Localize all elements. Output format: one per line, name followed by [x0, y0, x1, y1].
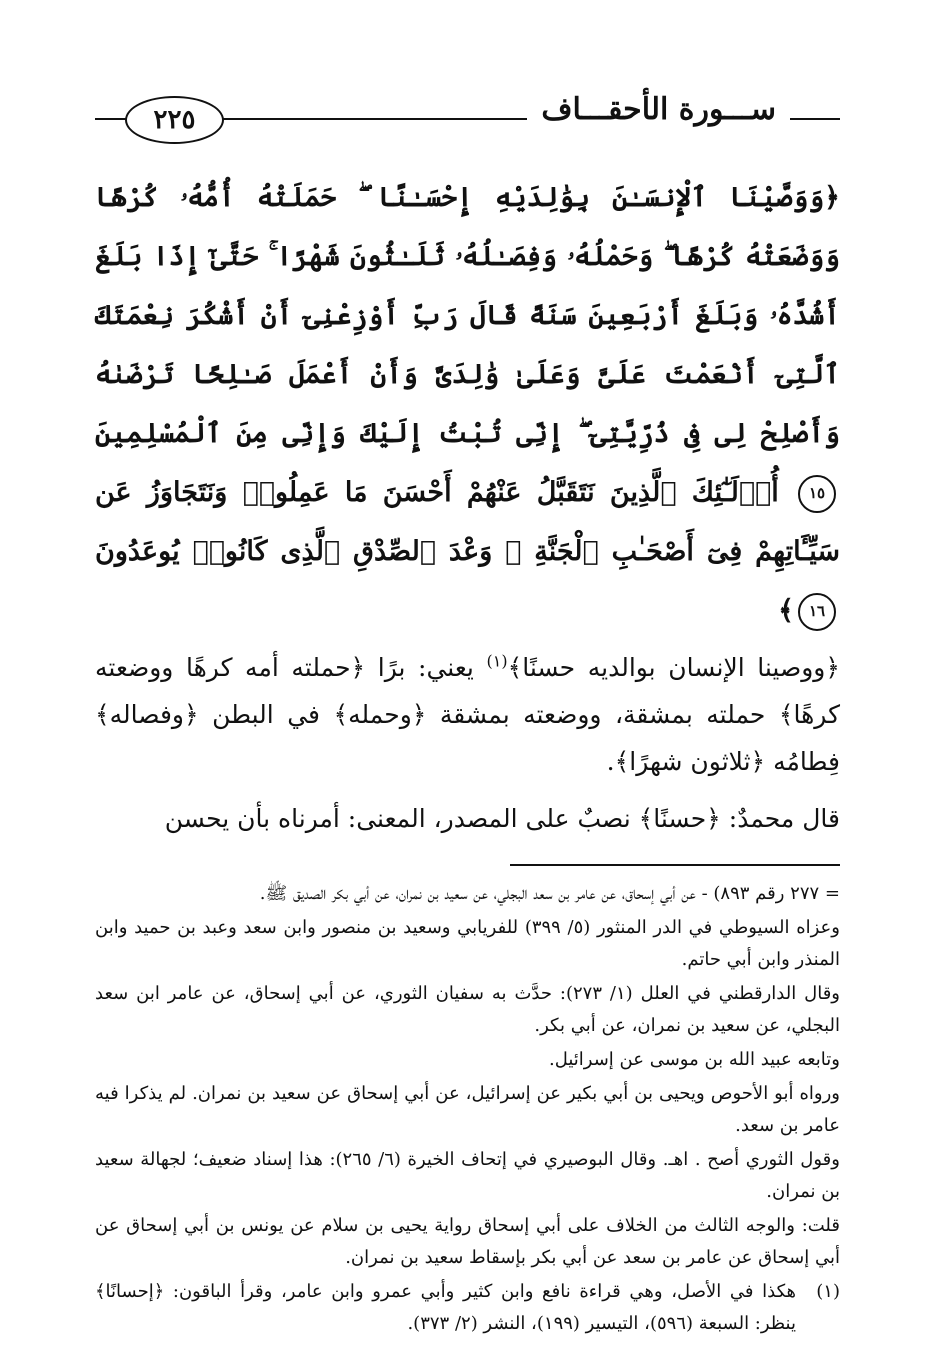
commentary-paragraph-1	[95, 644, 840, 785]
footnote-ref-1: (١)	[486, 651, 508, 671]
footnote-1	[95, 1276, 840, 1340]
commentary-paragraph-2: قال محمدٌ: ﴿حسنًا﴾ نصبٌ على المصدر، المعنى: أمرناه بأن يحسن	[164, 804, 840, 833]
quran-close-brace: ﴾	[778, 595, 794, 626]
surah-title: ســـورة الأحقـــاف	[527, 92, 790, 127]
quran-text	[95, 168, 840, 640]
page	[95, 70, 840, 1334]
footnote-line: ورواه أبو الأحوص ويحيى بن أبي بكير عن إسرائيل، عن أبي إسحاق عن سعيد بن نمران. لم يذكرا فيه عامر بن سعد.	[95, 1082, 840, 1136]
ayah-number-15: ١٥	[798, 475, 836, 513]
quran-open-brace: ﴿	[824, 182, 840, 213]
footnote-line: وقول الثوري أصح . اهـ. وقال البوصيري في إتحاف الخيرة (٦/ ٢٦٥): هذا إسناد ضعيف؛ لجهالة سعيد بن نمران.	[95, 1148, 840, 1202]
commentary	[95, 644, 840, 842]
ayah-number-16: ١٦	[798, 593, 836, 631]
footnote-separator	[95, 864, 840, 866]
page-header	[95, 70, 840, 160]
footnote-line: وقال الدارقطني في العلل (١/ ٢٧٣): حدَّث به سفيان الثوري، عن أبي إسحاق، عن عامر ابن سعد البجلي، عن سعيد بن نمران، عن أبي بكر.	[95, 982, 840, 1036]
footnote-line: وتابعه عبيد الله بن موسى عن إسرائيل.	[549, 1048, 840, 1070]
commentary-quote: ﴿ووصينا الإنسان بوالديه حسنًا﴾	[507, 653, 840, 682]
footnote-1-number: (١)	[816, 1280, 840, 1302]
footnote-1-text: هكذا في الأصل، وهي قراءة نافع وابن كثير وأبي عمرو وابن عامر، وقرأ الباقون: ﴿إحسانًا﴾ ينظر: السبعة (٥٩٦)، التيسير (١٩٩)، النشر (٢/ ٣٧٣).	[95, 1280, 796, 1334]
footnote-line: قلت: والوجه الثالث من الخلاف على أبي إسحاق رواية يحيى بن سلام عن يونس بن أبي إسحاق عن أبي إسحاق عن عامر بن سعد عن أبي بكر بإسقاط سعيد بن نمران.	[95, 1214, 840, 1268]
footnote-line: = ٢٧٧ رقم ٨٩٣) - عن أبي إسحاق، عن عامر بن سعد البجلي، عن سعيد بن نمران، عن أبي بكر الصديق ﷺ.	[259, 882, 840, 904]
commentary-text: يعني: برًا ﴿حملته أمه كرهًا ووضعته كرهًا﴾ حملته بمشقة، ووضعته بمشقة ﴿وحمله﴾ في البطن ﴿وفصاله﴾ فِطامُه ﴿ثلاثون شهرًا﴾.	[95, 653, 840, 776]
footnote-separator-line	[510, 864, 840, 866]
footnotes	[95, 878, 840, 1340]
footnote-line: وعزاه السيوطي في الدر المنثور (٥/ ٣٩٩) للفريابي وسعيد بن منصور وابن سعد وعبد بن حميد وابن المنذر وابن أبي حاتم.	[95, 916, 840, 970]
quran-verse-15: وَوَصَّيْنَا ٱلْإِنسَـٰنَ بِوَٰلِدَيْهِ إِحْسَـٰنًا ۖ حَمَلَتْهُ أُمُّهُۥ كُرْهًا وَوَضَعَتْهُ كُرْهًا ۖ وَحَمْلُهُۥ وَفِصَـٰلُهُۥ ثَلَـٰثُونَ شَهْرًا ۚ حَتَّىٰٓ إِذَا بَلَغَ أَشُدَّهُۥ وَبَلَغَ أَرْبَعِينَ سَنَةً قَالَ رَبِّ أَوْزِعْنِىٓ أَنْ أَشْكُرَ نِعْمَتَكَ ٱلَّتِىٓ أَنْعَمْتَ عَلَىَّ وَعَلَىٰ وَٰلِدَىَّ وَأَنْ أَعْمَلَ صَـٰلِحًا تَرْضَىٰهُ وَأَصْلِحْ لِى فِى ذُرِّيَّتِىٓ ۖ إِنِّى تُبْتُ إِلَيْكَ وَإِنِّى مِنَ ٱلْمُسْلِمِينَ	[95, 182, 840, 449]
quran-verse-16: أُو۟لَـٰٓئِكَ ٱلَّذِينَ نَتَقَبَّلُ عَنْهُمْ أَحْسَنَ مَا عَمِلُوا۟ وَنَتَجَاوَزُ عَن سَيِّـَٔاتِهِمْ فِىٓ أَصْحَـٰبِ ٱلْجَنَّةِ ۖ وَعْدَ ٱلصِّدْقِ ٱلَّذِى كَانُوا۟ يُوعَدُونَ	[95, 477, 840, 567]
page-number: ٢٢٥	[125, 96, 224, 144]
